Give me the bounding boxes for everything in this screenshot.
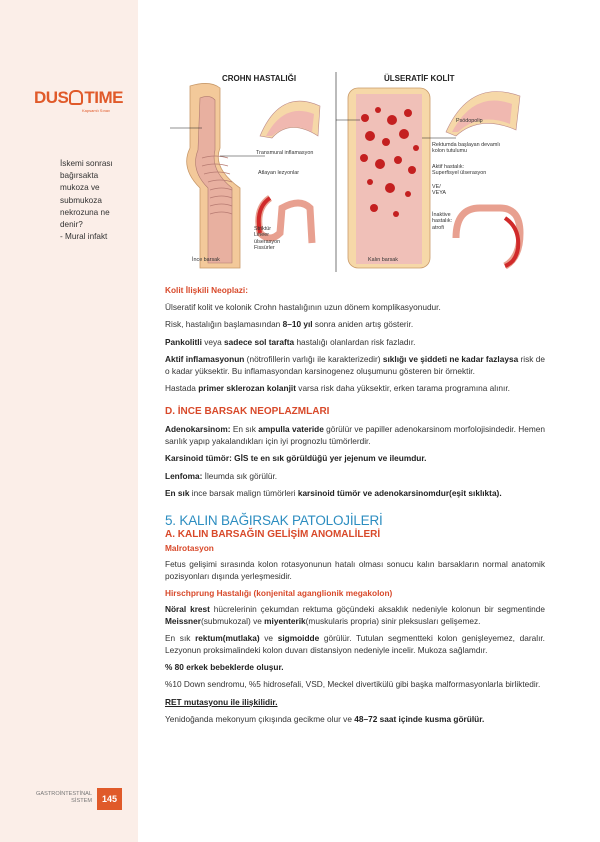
- text: (submukozal) ve: [200, 615, 265, 626]
- text: sonra aniden artış gösterir.: [312, 319, 414, 330]
- label-kalin-barsak: Kalın barsak: [368, 257, 398, 263]
- paragraph: [165, 662, 545, 673]
- bold-text: karsinoid tümör ve adenokarsinomdur(eşit sıklıkta).: [297, 488, 502, 499]
- text: Fetus gelişimi sırasında kolon rotasyonunun hatalı olması sonucu kalın barsakların normal anatomik pozisyonları dışında yerleşmesidir.: [165, 559, 545, 581]
- text: %10 Down sendromu, %5 hidrosefali, VSD, Meckel divertikülü gibi başka malformasyonlarla birliktedir.: [165, 679, 541, 690]
- bold-text: Nöral krest: [165, 604, 210, 615]
- footer-line: SİSTEM: [71, 797, 92, 804]
- footer-line: GASTROİNTESTİNAL: [36, 791, 92, 797]
- label-rektum: [432, 142, 500, 155]
- bold-text: Pankolitli: [165, 336, 202, 347]
- label-atlayan: Atlayan lezyonlar: [258, 170, 300, 176]
- label-line: Superfisyel ülserasyon: [432, 170, 487, 177]
- logo-dus-text: DUS: [34, 88, 69, 107]
- section-d-heading: D. İNCE BARSAK NEOPLAZMLARI: [165, 406, 330, 418]
- paragraph: [165, 302, 545, 313]
- tooth-icon: [69, 90, 83, 105]
- side-note-line: submukoza: [60, 195, 102, 205]
- malrotasyon-heading: Malrotasyon: [165, 543, 214, 554]
- label-line: VE/: [432, 184, 441, 190]
- side-note-line: denir?: [60, 220, 83, 230]
- text: İleumda sık görülür.: [202, 470, 278, 481]
- side-note-line: İskemi sonrası: [60, 159, 113, 168]
- logo-subtitle: Kapsamlı Sınav: [82, 108, 111, 113]
- label-line: kolon tutulumu: [432, 148, 468, 155]
- paragraph: [165, 453, 545, 464]
- paragraph: [165, 471, 545, 482]
- sidebar: [0, 0, 138, 842]
- figure-title-crohn: CROHN HASTALIĞI: [222, 74, 297, 83]
- kolit-heading: Kolit İlişkili Neoplazi:: [165, 285, 248, 295]
- text: hücrelerinin çekumdan rektuma göçündeki aksaklık nedeniyle kolonun bir segmentinde: [209, 604, 545, 615]
- label-line: atrofi: [432, 224, 444, 231]
- text: veya: [201, 336, 225, 347]
- bold-text: Meissner: [165, 615, 201, 626]
- bold-text: Lenfoma:: [165, 470, 203, 481]
- uc-colon: [456, 208, 520, 266]
- bold-text: sıklığı ve şiddeti ne kadar fazlaysa: [382, 354, 519, 365]
- label-striktur: [254, 226, 280, 252]
- label-ve-veya: [432, 184, 446, 197]
- text: hastalığı olanlardan risk fazladır.: [294, 336, 416, 347]
- bold-text: Aktif inflamasyonun: [165, 354, 245, 365]
- bold-text: sadece sol tarafta: [224, 336, 295, 347]
- bold-text: Karsinoid tümör:: [165, 453, 232, 464]
- footer-section-label: [30, 791, 92, 805]
- bold-text: rektum(mutlaka): [195, 633, 260, 644]
- paragraph: [165, 383, 545, 394]
- bold-text: sigmoidde: [277, 633, 320, 644]
- paragraph: [165, 354, 545, 377]
- bold-text: Adenokarsinom:: [165, 424, 231, 435]
- label-line: VEYA: [432, 190, 446, 197]
- paragraph: [165, 633, 545, 656]
- paragraph: [165, 559, 545, 582]
- text: risk de o kadar yüksektir. Bu inflamasyondan karsinogenez oluşumunu gösteren bir örnektir.: [165, 354, 546, 376]
- text: (muskularis propria) sinir pleksusları gelişemez.: [305, 615, 481, 626]
- text: (nötrofillerin varlığı ile karakterizedir): [244, 354, 383, 365]
- bold-text: 8–10 yıl: [282, 319, 313, 330]
- text: Risk, hastalığın başlamasından: [165, 319, 283, 330]
- label-ince-barsak: İnce barsak: [192, 257, 220, 263]
- paragraph: [165, 697, 545, 708]
- label-line: Rektumda başlayan devamlı: [432, 142, 501, 148]
- logo-time-text: TIME: [84, 88, 124, 107]
- bold-text: RET mutasyonu ile ilişkilidir.: [165, 696, 278, 707]
- label-line: Fissürler: [254, 245, 275, 252]
- section-5-heading: 5. KALIN BAĞIRSAK PATOLOJİLERİ: [165, 513, 383, 529]
- label-line: Striktür: [254, 226, 272, 232]
- label-line: Aktif hastalık:: [432, 164, 465, 170]
- bold-text: % 80 erkek bebeklerde oluşur.: [165, 661, 284, 672]
- paragraph: [165, 604, 545, 627]
- text: varsa risk daha yüksektir, erken tarama programına alınır.: [295, 383, 510, 394]
- label-line: Lineer: [254, 232, 269, 239]
- main-content: [165, 285, 545, 732]
- label-line: İnaktive: [432, 212, 451, 218]
- text: En sık: [230, 424, 259, 435]
- label-aktif: [432, 164, 486, 177]
- label-line: ülserasyon: [254, 238, 281, 245]
- label-line: hastalık:: [432, 218, 453, 225]
- bold-text: ampulla vateride: [258, 424, 324, 435]
- text: En sık: [165, 633, 196, 644]
- section-a-heading: A. KALIN BARSAĞIN GELİŞİM ANOMALİLERİ: [165, 529, 381, 541]
- paragraph: [165, 319, 545, 330]
- text: ince barsak malign tümörleri: [189, 488, 298, 499]
- figure-title-uc: ÜLSERATİF KOLİT: [384, 74, 455, 83]
- paragraph: [165, 424, 545, 447]
- hirschsprung-heading: Hirschprung Hastalığı (konjenital aganglionik megakolon): [165, 588, 393, 599]
- side-note-line: - Mural infakt: [60, 232, 108, 242]
- paragraph: [165, 337, 545, 348]
- label-transmural: Transmural inflamasyon: [256, 150, 314, 156]
- label-psodopolip: Psödopolip: [456, 118, 483, 124]
- paragraph: [165, 679, 545, 690]
- bold-text: 48–72 saat içinde kusma görülür.: [354, 714, 485, 725]
- side-note-line: mukoza ve: [60, 183, 100, 193]
- bold-text: primer sklerozan kolanjit: [198, 383, 296, 394]
- side-note-line: bağırsakta: [60, 171, 99, 181]
- bold-text: GİS te en sık görüldüğü yer jejenum ve ileumdur.: [231, 453, 427, 464]
- text: görülür. Tutulan segmentteki kolon genişleyemez, daralır. Lezyonun proksimalindeki kolon duvarı distansiyon nedeniyle incelir. Mukoza sağlamdır.: [165, 633, 545, 655]
- text: Yenidoğanda mekonyum çıkışında gecikme olur ve: [165, 714, 355, 725]
- crohn-uc-figure: [160, 58, 540, 280]
- text: görülür ve papiller adenokarsinom morfolojisindedir. Hemen sarılık yapıp yakalandıkları için iyi prognozlu tümörlerdir.: [165, 424, 545, 446]
- logo: [34, 88, 123, 108]
- paragraph: [165, 714, 545, 725]
- bold-text: miyenterik: [264, 615, 306, 626]
- side-note-line: nekrozuna ne: [60, 207, 110, 217]
- text: Hastada: [165, 383, 199, 394]
- paragraph: [165, 488, 545, 499]
- text: Ülseratif kolit ve kolonik Crohn hastalığının uzun dönem komplikasyonudur.: [165, 302, 441, 312]
- label-inaktif: [432, 212, 452, 231]
- text: ve: [259, 633, 278, 644]
- bold-text: En sık: [165, 488, 190, 499]
- page-number: 145: [97, 788, 122, 810]
- side-note: [60, 158, 122, 243]
